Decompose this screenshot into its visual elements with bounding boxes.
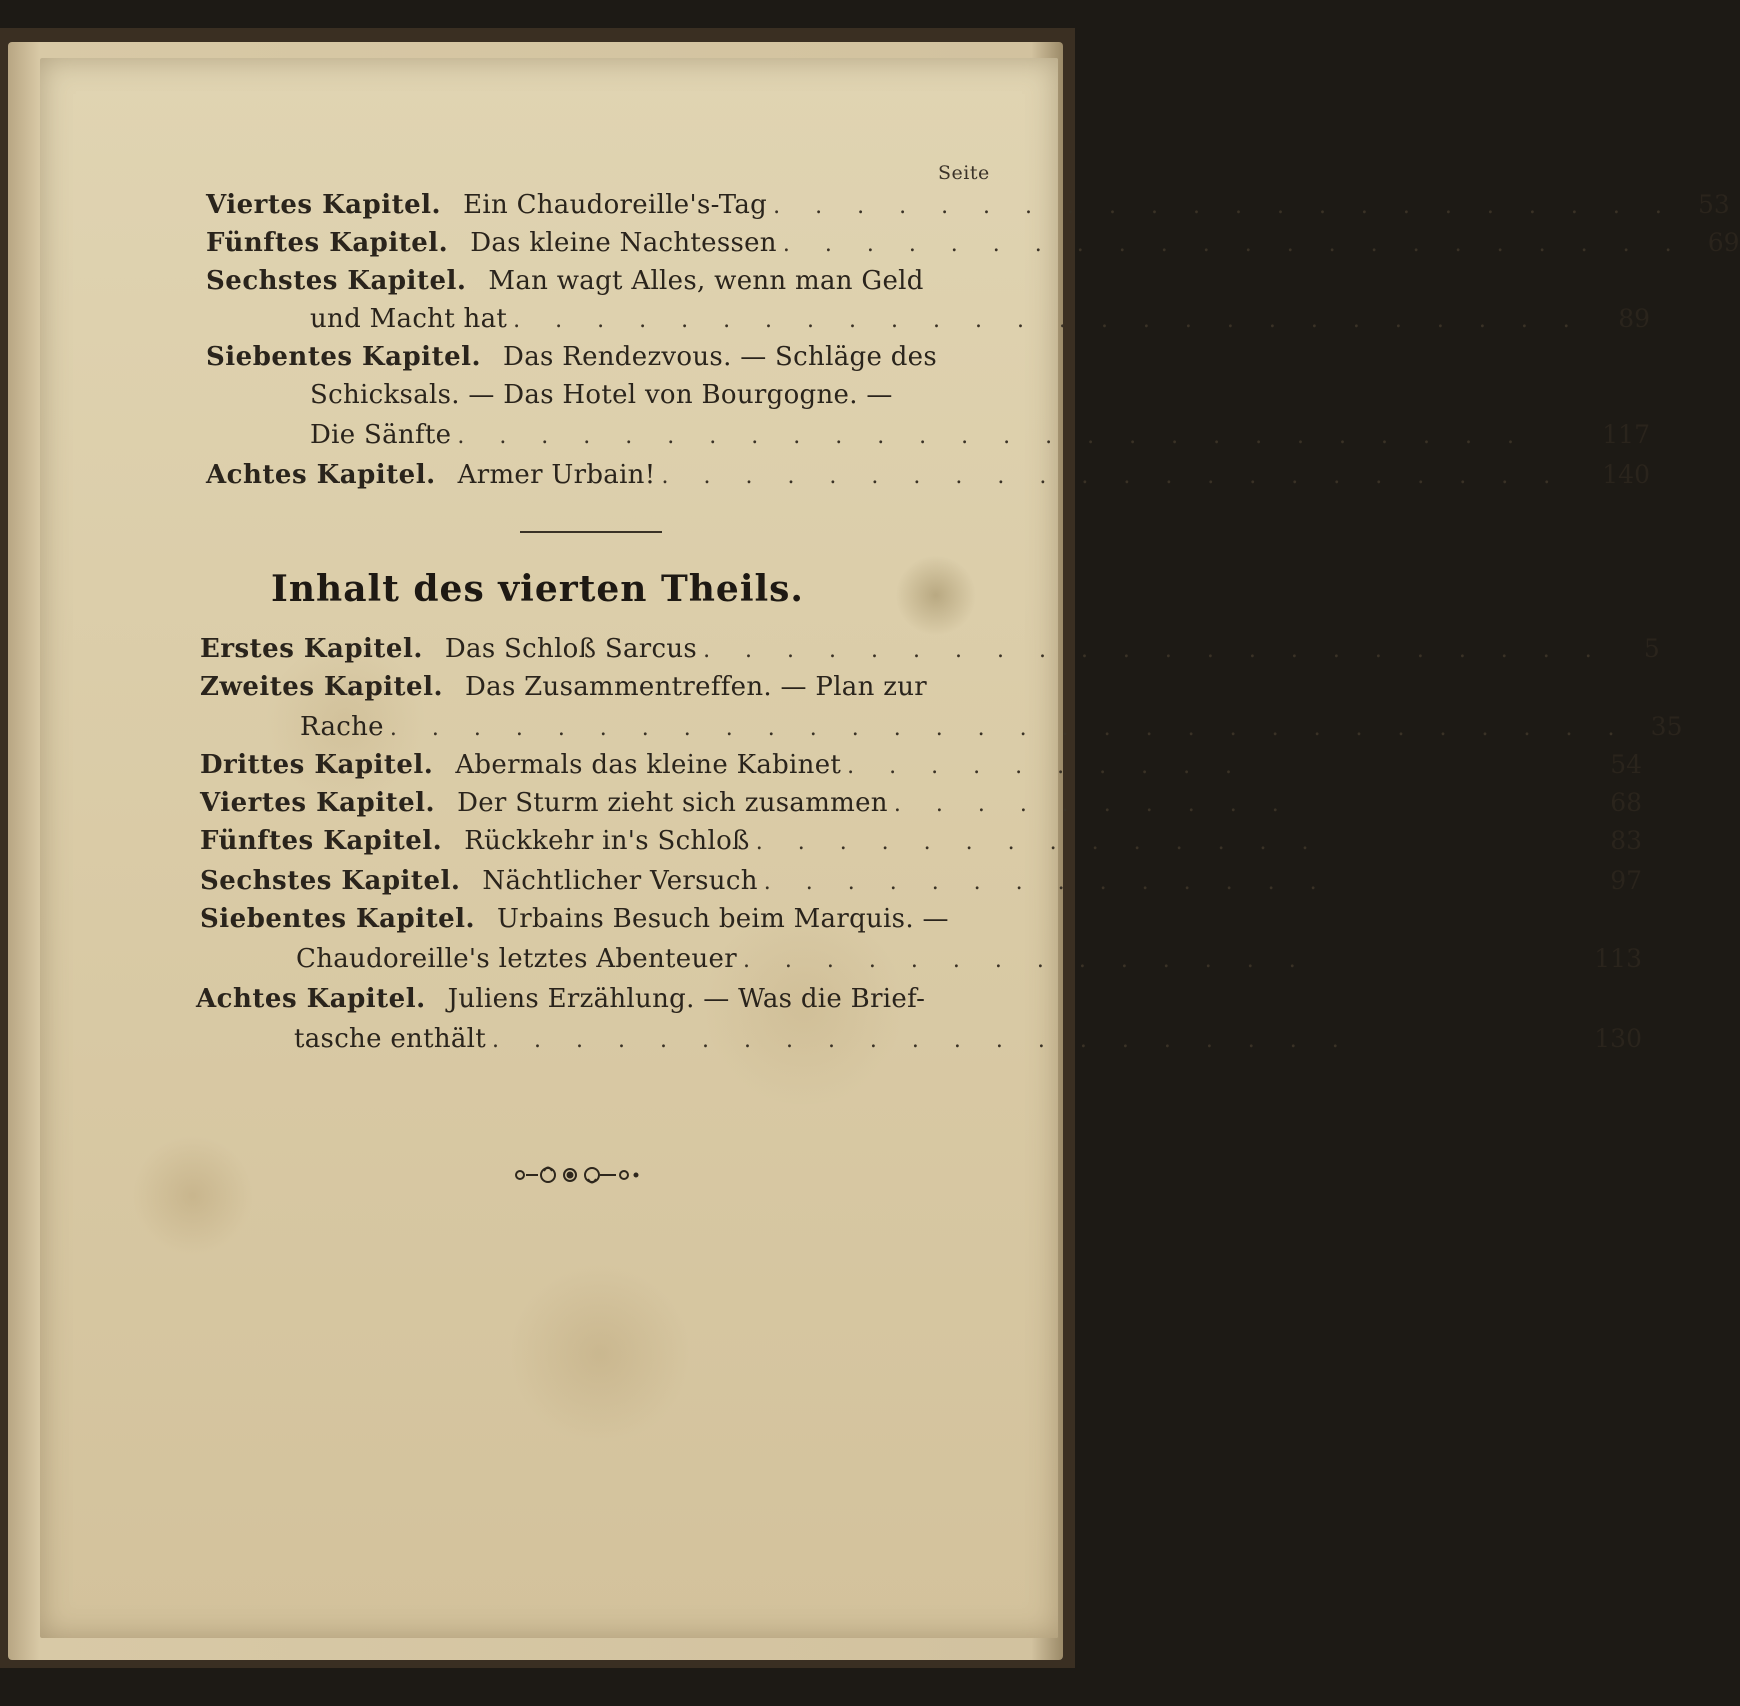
toc-entry-continuation: [310, 304, 1650, 340]
page-number: 89: [1618, 304, 1650, 333]
chapter-title: Chaudoreille's letztes Abenteuer: [296, 944, 737, 974]
toc-entry: [206, 190, 1730, 226]
toc-entry-continuation: [310, 420, 1650, 456]
chapter-title: Das Rendezvous. — Schläge des: [503, 342, 937, 372]
toc-entry: [200, 826, 1642, 862]
chapter-label: Drittes Kapitel.: [200, 750, 434, 780]
toc-entry: [200, 634, 1660, 670]
page-number: 5: [1643, 634, 1660, 663]
page-number: 97: [1610, 866, 1642, 895]
leader-dots: . . . . . . . . . . . . . . . . . . . . . .: [703, 638, 1606, 663]
page-number: 113: [1594, 944, 1642, 973]
chapter-title: Der Sturm zieht sich zusammen: [457, 788, 888, 818]
toc-entry-continuation: [294, 1024, 1642, 1060]
chapter-title: Schicksals. — Das Hotel von Bourgogne. —: [310, 380, 893, 410]
chapter-title: und Macht hat: [310, 304, 508, 334]
toc-entry: [200, 750, 1642, 786]
chapter-title: tasche enthält: [294, 1024, 487, 1054]
chapter-title: Urbains Besuch beim Marquis. —: [497, 904, 949, 934]
page-number: 69: [1707, 228, 1740, 257]
chapter-title: Das kleine Nachtessen: [470, 228, 777, 258]
page-number: 53: [1698, 190, 1730, 219]
chapter-title: Das Zusammentreffen. — Plan zur: [465, 672, 927, 702]
toc-entry: [206, 342, 1650, 378]
leader-dots: . . . . . . . . . . . . . .: [755, 830, 1323, 855]
leader-dots: . . . . . . . . . . . . . . . . . . . . .: [492, 1028, 1353, 1053]
toc-entry: [200, 866, 1642, 902]
page-number: 35: [1650, 712, 1683, 741]
toc-entry-continuation: [300, 712, 1683, 748]
chapter-title: Das Schloß Sarcus: [444, 634, 698, 664]
leader-dots: . . . . . . . . . .: [847, 754, 1247, 779]
chapter-label: Sechstes Kapitel.: [206, 266, 467, 296]
toc-entry: [206, 460, 1650, 496]
toc-entry-continuation: [296, 944, 1642, 980]
toc-entry: [200, 788, 1642, 824]
chapter-label: Siebentes Kapitel.: [200, 904, 476, 934]
chapter-title: Rache: [300, 712, 384, 742]
chapter-label: Zweites Kapitel.: [200, 672, 444, 702]
page-number: 68: [1610, 788, 1642, 817]
toc-entry: [200, 904, 1642, 940]
floral-vignette-icon: [508, 1160, 648, 1190]
chapter-title: Man wagt Alles, wenn man Geld: [488, 266, 924, 296]
page-column-label: Seite: [938, 162, 990, 184]
toc-entry: [206, 266, 1650, 302]
leader-dots: . . . . . . . . . . . . . . . . . . . . . . . . . .: [513, 308, 1584, 333]
chapter-label: Sechstes Kapitel.: [200, 866, 461, 896]
chapter-title: Die Sänfte: [310, 420, 452, 450]
chapter-label: Fünftes Kapitel.: [200, 826, 443, 856]
chapter-label: Viertes Kapitel.: [200, 788, 436, 818]
toc-entry: [206, 228, 1740, 264]
leader-dots: . . . . . . . . . . . . . . . . . . . . . .: [782, 232, 1686, 257]
chapter-label: Siebentes Kapitel.: [206, 342, 482, 372]
leader-dots: . . . . . . . . . . . . . .: [742, 948, 1310, 973]
chapter-title: Nächtlicher Versuch: [482, 866, 758, 896]
leader-dots: . . . . . . . . . . . . . . . . . . . . . .: [661, 464, 1565, 489]
leader-dots: . . . . . . . . . . . . . . . . . . . . . .: [773, 194, 1676, 219]
leader-dots: . . . . . . . . . . . . . .: [763, 870, 1331, 895]
page-number: 54: [1610, 750, 1642, 779]
leader-dots: . . . . . . . . . .: [893, 792, 1293, 817]
section-heading: Inhalt des vierten Theils.: [271, 568, 804, 610]
page-number: 117: [1602, 420, 1650, 449]
chapter-title: Abermals das kleine Kabinet: [455, 750, 842, 780]
toc-entry: [196, 984, 1642, 1020]
page-number: 130: [1594, 1024, 1642, 1053]
chapter-label: Erstes Kapitel.: [200, 634, 423, 664]
toc-entry-continuation: [310, 380, 1650, 416]
chapter-title: Rückkehr in's Schloß: [464, 826, 750, 856]
toc-entry: [200, 672, 1642, 708]
leader-dots: . . . . . . . . . . . . . . . . . . . . . . . . . . . . . .: [389, 716, 1629, 741]
chapter-title: Armer Urbain!: [457, 460, 656, 490]
page-number: 83: [1610, 826, 1642, 855]
section-divider: [520, 531, 662, 533]
chapter-label: Achtes Kapitel.: [196, 984, 426, 1014]
chapter-title: Juliens Erzählung. — Was die Brief-: [447, 984, 926, 1014]
leader-dots: . . . . . . . . . . . . . . . . . . . . . . . . . .: [457, 424, 1528, 449]
chapter-label: Viertes Kapitel.: [206, 190, 442, 220]
chapter-label: Achtes Kapitel.: [206, 460, 436, 490]
chapter-title: Ein Chaudoreille's-Tag: [463, 190, 768, 220]
page-number: 140: [1602, 460, 1650, 489]
chapter-label: Fünftes Kapitel.: [206, 228, 449, 258]
